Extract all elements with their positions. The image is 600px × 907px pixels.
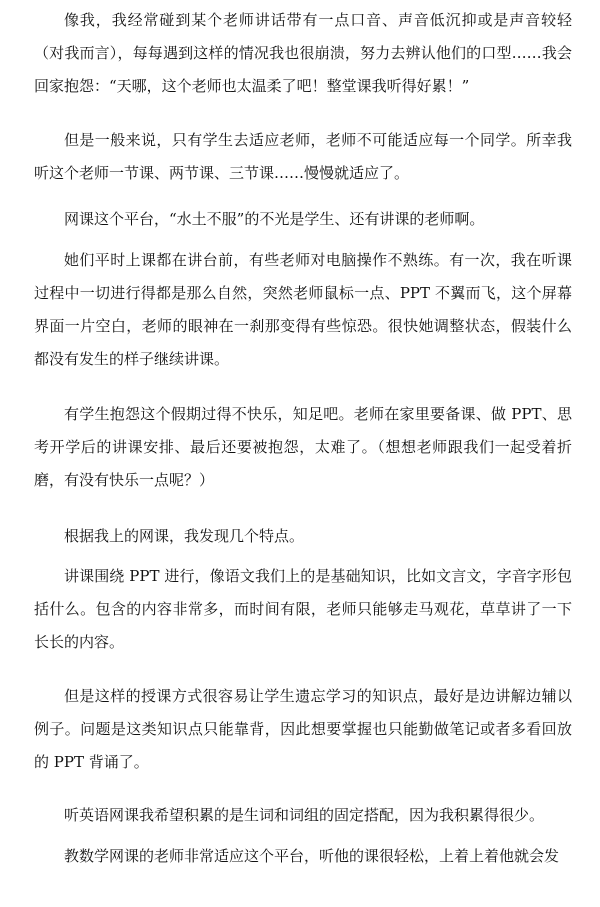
paragraph-accent-complaint: 像我，我经常碰到某个老师讲话带有一点口音、声音低沉抑或是声音较轻（对我而言），每每遇到这样的情况我也很崩溃，努力去辨认他们的口型……我会回家抱怨：“天哪，这个老师也太温柔了吧！整堂课我听得好累！” — [34, 11, 572, 95]
paragraph-ppt-incident: 她们平时上课都在讲台前，有些老师对电脑操作不熟练。有一次，我在听课过程中一切进行得都是那么自然，突然老师鼠标一点、PPT 不翼而飞，这个屏幕界面一片空白，老师的眼神在一刹那变得有些惊恐。很快她调整状态，假装什么都没有发生的样子继续讲课。 — [34, 251, 572, 368]
paragraph-adapt-to-teacher: 但是一般来说，只有学生去适应老师，老师不可能适应每一个同学。所幸我听这个老师一节课、两节课、三节课……慢慢就适应了。 — [34, 131, 572, 182]
paragraph-math-class: 教数学网课的老师非常适应这个平台，听他的课很轻松，上着上着他就会发 — [64, 847, 560, 865]
paragraph-observations-intro: 根据我上的网课，我发现几个特点。 — [64, 527, 305, 545]
paragraph-teacher-burden: 有学生抱怨这个假期过得不快乐，知足吧。老师在家里要备课、做 PPT、思考开学后的讲课安排、最后还要被抱怨，太难了。（想想老师跟我们一起受着折磨，有没有快乐一点呢？） — [34, 405, 572, 489]
paragraph-memorization: 但是这样的授课方式很容易让学生遗忘学习的知识点，最好是边讲解边辅以例子。问题是这类知识点只能靠背，因此想要掌握也只能勤做笔记或者多看回放的 PPT 背诵了。 — [34, 687, 572, 771]
paragraph-english-class: 听英语网课我希望积累的是生词和词组的固定搭配，因为我积累得很少。 — [64, 806, 545, 824]
paragraph-platform-acclimatization: 网课这个平台，“水土不服”的不光是学生、还有讲课的老师啊。 — [64, 210, 485, 228]
paragraph-ppt-based-lessons: 讲课围绕 PPT 进行，像语文我们上的是基础知识，比如文言文，字音字形包括什么。包含的内容非常多，而时间有限，老师只能够走马观花，草草讲了一下长长的内容。 — [34, 567, 572, 651]
